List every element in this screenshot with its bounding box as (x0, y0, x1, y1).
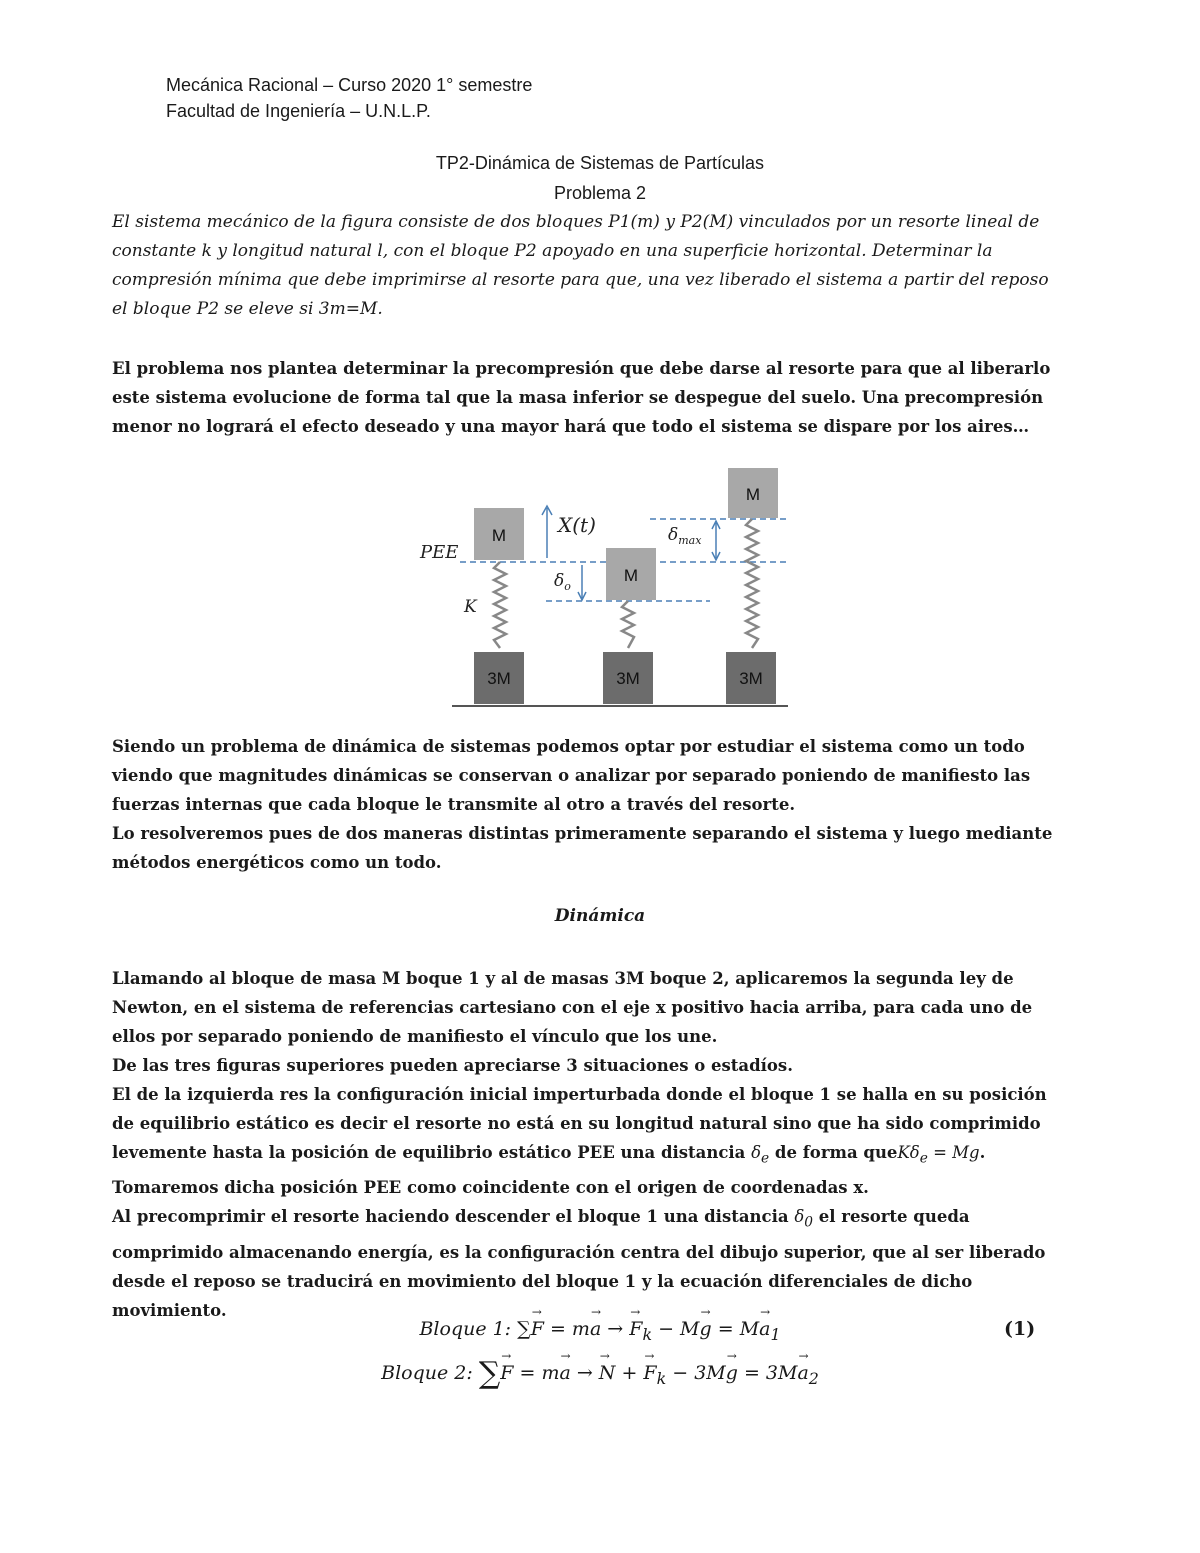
faculty-header: Facultad de Ingeniería – U.N.L.P. (166, 101, 431, 121)
equation-block-1: Bloque 1: ∑→ F = m→ a → → $F_k - M\to g = M\to a_1$ (0, 1318, 1200, 1344)
label-k: K (464, 597, 477, 617)
block-3m-right-label: 3M (739, 669, 763, 688)
dynamics-text-1: Llamando al bloque de masa M boque 1 y al de masas 3M boque 2, aplicaremos la segunda ley de Newton, en el sistema de referencias cartesiano con el eje x positivo hacia arriba, para cada uno de ellos por separado poniendo de manifiesto el vínculo que los une. (112, 969, 1033, 1046)
block-m-left-label: M (491, 526, 507, 545)
equation-block-2: Bloque 2: ∑→ F = m→ a → → N + → $F_k - 3M\to g = 3M\to a_2$ (0, 1356, 1200, 1391)
label-xt: X(t) (558, 513, 596, 537)
block-m-right-label: M (745, 485, 761, 504)
spring-middle (622, 601, 634, 648)
dynamics-text-2: De las tres figuras superiores pueden apreciarse 3 situaciones o estadíos. (112, 1056, 793, 1075)
problem-number: Problema 2 (553, 183, 647, 203)
intro-paragraph (112, 354, 1062, 441)
dynamics-text-3: El de la izquierda res la configuración inicial imperturbada donde el bloque 1 se halla en su posición de equilibrio estático es decir el resorte no está en su longitud natural sino que ha sido comprimido levemente hasta la posición de equilibrio estático PEE una distancia $\delta_e$ de forma queKδ$_e$ = Mg. (112, 1085, 1047, 1167)
spring-right (746, 519, 758, 648)
course-header: Mecánica Racional – Curso 2020 1° semestre (166, 75, 533, 95)
block-3m-left-label: 3M (487, 669, 511, 688)
dynamics-paragraph (112, 964, 1062, 1325)
block-m-middle-label: M (623, 566, 639, 585)
dynamics-text-5: Al precomprimir el resorte haciendo descender el bloque 1 una distancia $\delta_0$ el resorte queda comprimido almacenando energía, es la configuración centra del dibujo superior, que al ser liberado desde el reposo se traducirá en movimiento del bloque 1 y la ecuación diferenciales de dicho movimiento. (112, 1207, 1046, 1320)
problem-statement: El sistema mecánico de la figura consiste de dos bloques P1(m) y P2(M) vinculados por un resorte lineal de constante k y longitud natural l, con el bloque P2 apoyado en una superficie horizontal. Determinar la compresión mínima que debe imprimirse al resorte para que, una vez liberado el sistema a partir del reposo el bloque P2 se eleve si 3m=M. (112, 212, 1049, 319)
intro-text: El problema nos plantea determinar la precompresión que debe darse al resorte para que al liberarlo este sistema evolucione de forma tal que la masa inferior se despegue del suelo. Una precompresión menor no logrará el efecto deseado y una mayor hará que todo el sistema se dispare por los aires… (112, 359, 1051, 436)
spring-mass-figure (410, 462, 800, 712)
approach-text-2: Lo resolveremos pues de dos maneras distintas primeramente separando el sistema y luego mediante métodos energéticos como un todo. (112, 824, 1053, 872)
block-3m-middle-label: 3M (616, 669, 640, 688)
dynamics-text-4: Tomaremos dicha posición PEE como coincidente con el origen de coordenadas x. (112, 1178, 869, 1198)
label-delta-o: $\delta_o$ (554, 571, 571, 593)
page-title: TP2-Dinámica de Sistemas de Partículas (435, 153, 765, 173)
label-pee: PEE (420, 542, 459, 563)
approach-text-1: Siendo un problema de dinámica de sistemas podemos optar por estudiar el sistema como un todo viendo que magnitudes dinámicas se conservan o analizar por separado poniendo de manifiesto las fuerzas internas que cada bloque le transmite al otro a través del resorte. (112, 737, 1031, 814)
approach-paragraph (112, 732, 1062, 877)
spring-left (494, 562, 506, 648)
label-delta-max: $\delta_{max}$ (668, 525, 702, 547)
section-title-dinamica: Dinámica (554, 906, 646, 926)
equation-number: (1) (1004, 1318, 1036, 1340)
